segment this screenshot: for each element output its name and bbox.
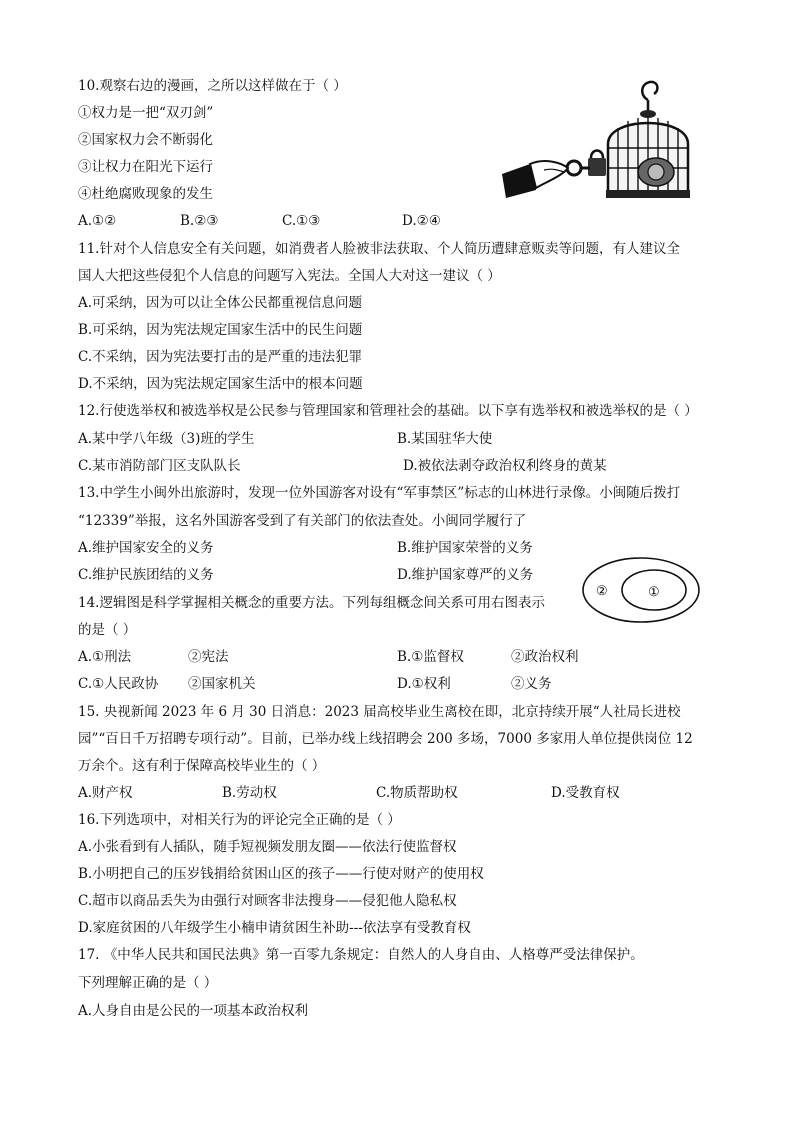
q15-choice-d: D.受教育权: [551, 785, 620, 801]
q10-choice-d: D.②④: [402, 213, 441, 229]
q12-choice-c: C.某市消防部门区支队队长: [78, 458, 241, 474]
nested-concepts-diagram: [580, 555, 702, 625]
q14-choice-d-1: D.①权利: [397, 676, 451, 692]
q10-option-1: ①权力是一把“双刃剑”: [78, 105, 214, 121]
q10-choice-c: C.①③: [282, 213, 321, 229]
q11-choice-d: D.不采纳，因为宪法规定国家生活中的根本问题: [78, 376, 363, 392]
q16-choice-a: A.小张看到有人插队，随手短视频发朋友圈——依法行使监督权: [78, 839, 457, 855]
q13-choice-b: B.维护国家荣誉的义务: [397, 540, 533, 556]
q12-choice-b: B.某国驻华大使: [397, 431, 493, 447]
q17-stem-line2: 下列理解正确的是（ ）: [78, 975, 218, 991]
q11-choice-b: B.可采纳，因为宪法规定国家生活中的民生问题: [78, 322, 363, 338]
q10-choice-a: A.①②: [78, 213, 117, 229]
q13-stem-line2: “12339”举报，这名外国游客受到了有关部门的依法查处。小闽同学履行了: [78, 513, 527, 529]
q10-stem: 10.观察右边的漫画，之所以这样做在于（ ）: [78, 78, 347, 94]
q14-choice-c-1: C.①人民政协: [78, 676, 159, 692]
q15-stem-line3: 万余个。这有利于保障高校毕业生的（ ）: [78, 758, 326, 774]
q11-choice-a: A.可采纳，因为可以让全体公民都重视信息问题: [78, 295, 363, 311]
q15-choice-a: A.财产权: [78, 785, 133, 801]
birdcage-lock-cartoon: [500, 78, 690, 206]
q14-choice-b-1: B.①监督权: [397, 649, 464, 665]
q13-choice-d: D.维护国家尊严的义务: [397, 567, 534, 583]
inner-label: ①: [648, 585, 660, 600]
q15-choice-b: B.劳动权: [222, 785, 277, 801]
q16-choice-c: C.超市以商品丢失为由强行对顾客非法搜身——侵犯他人隐私权: [78, 893, 457, 909]
q13-choice-a: A.维护国家安全的义务: [78, 540, 214, 556]
q17-stem-line1: 17. 《中华人民共和国民法典》第一百零九条规定：自然人的人身自由、人格尊严受法律保护。: [78, 947, 644, 963]
q16-stem: 16.下列选项中，对相关行为的评论完全正确的是（ ）: [78, 812, 401, 828]
q13-choice-c: C.维护民族团结的义务: [78, 567, 214, 583]
q15-stem-line1: 15. 央视新闻 2023 年 6 月 30 日消息：2023 届高校毕业生离校在即，北京持续开展“人社局长进校: [78, 704, 681, 720]
q12-choice-d: D.被依法剥夺政治权利终身的黄某: [403, 458, 607, 474]
q16-choice-b: B.小明把自己的压岁钱捐给贫困山区的孩子——行使对财产的使用权: [78, 866, 484, 882]
q10-choice-b: B.②③: [180, 213, 219, 229]
q17-choice-a: A.人身自由是公民的一项基本政治权利: [78, 1003, 309, 1019]
q10-option-2: ②国家权力会不断弱化: [78, 132, 213, 148]
q12-stem: 12.行使选举权和被选举权是公民参与管理国家和管理社会的基础。以下享有选举权和被选举权的是（ ）: [78, 403, 698, 419]
q13-stem-line1: 13.中学生小闽外出旅游时，发现一位外国游客对设有“军事禁区”标志的山林进行录像。小闽随后拨打: [78, 485, 681, 501]
q16-choice-d: D.家庭贫困的八年级学生小楠申请贫困生补助---依法享有受教育权: [78, 920, 471, 936]
q15-choice-c: C.物质帮助权: [376, 785, 458, 801]
q11-choice-c: C.不采纳，因为宪法要打击的是严重的违法犯罪: [78, 349, 363, 365]
q14-choice-a-2: ②宪法: [188, 649, 229, 665]
q15-stem-line2: 园”“百日千万招聘专项行动”。目前，已举办线上线招聘会 200 多场，7000 多家用人单位提供岗位 12: [78, 731, 693, 747]
q11-stem-line2: 国人大把这些侵犯个人信息的问题写入宪法。全国人大对这一建议（ ）: [78, 268, 501, 284]
outer-label: ②: [596, 584, 608, 599]
q14-choice-b-2: ②政治权利: [511, 649, 579, 665]
q11-stem-line1: 11.针对个人信息安全有关问题，如消费者人脸被非法获取、个人简历遭肆意贩卖等问题，有人建议全: [78, 241, 680, 257]
q14-choice-d-2: ②义务: [511, 676, 552, 692]
q14-choice-a-1: A.①刑法: [78, 649, 132, 665]
q10-option-3: ③让权力在阳光下运行: [78, 159, 213, 175]
q14-choice-c-2: ②国家机关: [188, 676, 256, 692]
q12-choice-a: A.某中学八年级（3)班的学生: [78, 431, 255, 447]
q14-stem-line1: 14.逻辑图是科学掌握相关概念的重要方法。下列每组概念间关系可用右图表示: [78, 595, 545, 611]
q10-option-4: ④杜绝腐败现象的发生: [78, 186, 213, 202]
q14-stem-line2: 的是（ ）: [78, 622, 137, 638]
